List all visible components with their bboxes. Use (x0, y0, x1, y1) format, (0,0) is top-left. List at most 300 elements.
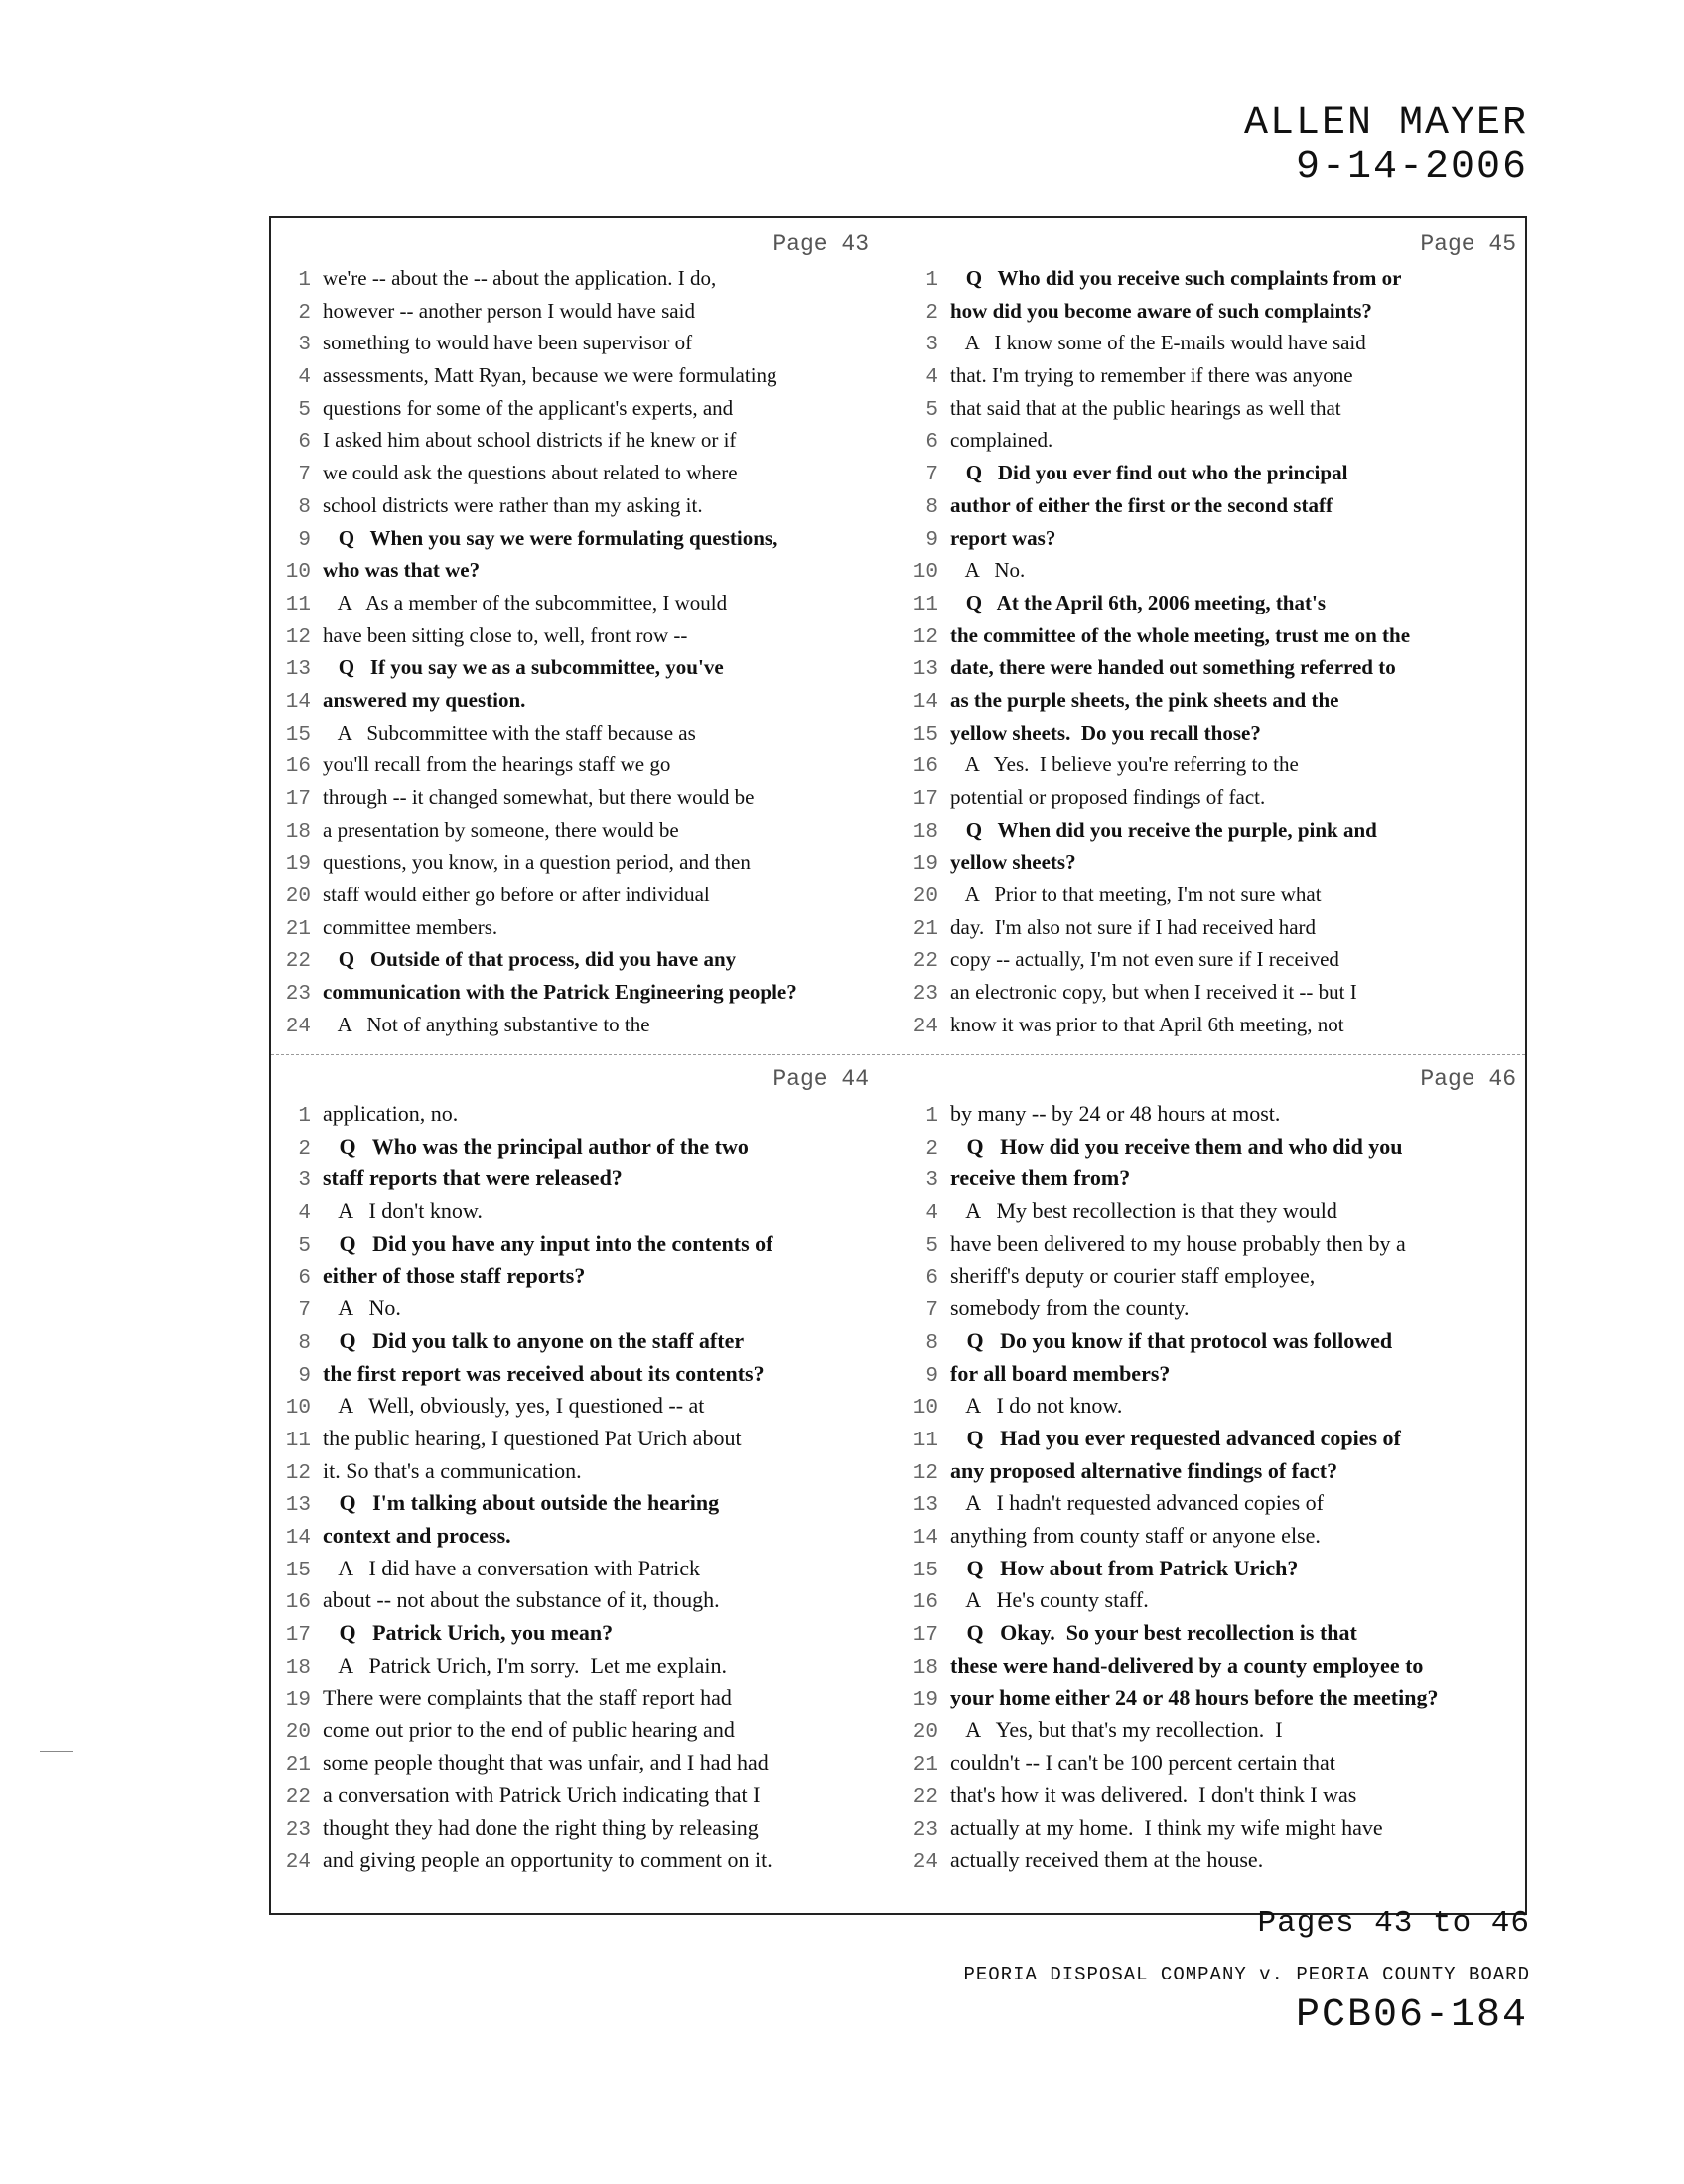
line-number: 16 (912, 1591, 938, 1615)
line-number: 4 (298, 366, 311, 390)
transcript-line (907, 396, 1522, 429)
line-number: 18 (285, 820, 311, 844)
line-number: 6 (298, 1267, 311, 1291)
line-number: 23 (285, 983, 311, 1007)
transcript-line (907, 1620, 1522, 1653)
transcript-line (279, 623, 895, 656)
transcript-line (907, 915, 1522, 948)
line-number: 17 (285, 788, 311, 811)
question-text: your home either 24 or 48 hours before the meeting? (950, 1685, 1439, 1710)
line-number: 2 (925, 1137, 938, 1160)
line-text: know it was prior to that April 6th meeting, not (950, 1012, 1344, 1036)
transcript-line (279, 721, 895, 753)
line-text: that's how it was delivered. I don't think I was (950, 1782, 1357, 1808)
line-text: about -- not about the substance of it, though. (323, 1587, 720, 1613)
line-number: 14 (912, 690, 938, 714)
transcript-line (907, 1523, 1522, 1556)
line-number: 24 (285, 1850, 311, 1874)
case-title: PEORIA DISPOSAL COMPANY v. PEORIA COUNTY BOARD (963, 1964, 1530, 1985)
line-text: committee members. (323, 914, 498, 939)
transcript-line (279, 980, 895, 1013)
line-number: 4 (925, 366, 938, 390)
line-text: A I know some of the E-mails would have said (950, 331, 1366, 355)
line-text: A I did have a conversation with Patrick (323, 1555, 701, 1580)
transcript-line (907, 1685, 1522, 1717)
question-text: Q How about from Patrick Urich? (950, 1555, 1299, 1580)
line-number: 22 (285, 950, 311, 974)
transcript-line (907, 1134, 1522, 1166)
line-number: 16 (285, 1591, 311, 1615)
line-text: come out prior to the end of public hearing and (323, 1717, 735, 1743)
transcript-line (907, 752, 1522, 785)
transcript-line (907, 299, 1522, 332)
line-number: 10 (285, 1397, 311, 1421)
line-number: 24 (912, 1015, 938, 1038)
line-text: copy -- actually, I'm not even sure if I received (950, 947, 1339, 972)
line-text: questions, you know, in a question period, and then (323, 850, 751, 875)
transcript-line (279, 785, 895, 818)
transcript-line (279, 1296, 895, 1328)
line-number: 18 (285, 1656, 311, 1680)
line-number: 17 (285, 1624, 311, 1647)
transcript-line (279, 1750, 895, 1783)
line-number: 3 (298, 334, 311, 357)
transcript-page-46 (907, 1061, 1522, 1880)
line-text: A As a member of the subcommittee, I would (323, 590, 728, 614)
margin-mark (40, 1751, 73, 1752)
line-number: 1 (298, 1105, 311, 1128)
transcript-line (279, 266, 895, 299)
line-text: somebody from the county. (950, 1296, 1190, 1321)
transcript-line (279, 1361, 895, 1394)
line-number: 22 (912, 1786, 938, 1810)
transcript-line (279, 1717, 895, 1750)
question-text: Q If you say we as a subcommittee, you've (323, 655, 724, 680)
transcript-line (907, 1653, 1522, 1686)
line-number: 3 (298, 1169, 311, 1193)
transcript-line (907, 526, 1522, 559)
page-divider (271, 1054, 1525, 1055)
line-text: A No. (323, 1296, 401, 1321)
page-lines (907, 266, 1522, 1045)
line-number: 5 (925, 1234, 938, 1258)
question-text: Q How did you receive them and who did you (950, 1133, 1403, 1159)
line-number: 15 (285, 723, 311, 747)
line-number: 13 (285, 1494, 311, 1518)
line-text: you'll recall from the hearings staff we go (323, 752, 671, 777)
transcript-line (279, 526, 895, 559)
transcript-page-43 (279, 226, 895, 1045)
line-text: actually received them at the house. (950, 1846, 1264, 1872)
line-number: 8 (925, 495, 938, 519)
line-number: 5 (298, 1234, 311, 1258)
transcript-line (907, 1458, 1522, 1491)
line-text: A Not of anything substantive to the (323, 1012, 650, 1036)
line-number: 12 (285, 1461, 311, 1485)
line-text: I asked him about school districts if he knew or if (323, 428, 737, 453)
line-text: an electronic copy, but when I received it -- but I (950, 980, 1357, 1005)
line-number: 24 (912, 1850, 938, 1874)
transcript-line (907, 1296, 1522, 1328)
transcript-line (907, 1328, 1522, 1361)
line-number: 21 (285, 917, 311, 941)
question-text: who was that we? (323, 558, 481, 583)
transcript-line (907, 655, 1522, 688)
line-number: 15 (285, 1559, 311, 1582)
line-number: 5 (298, 398, 311, 422)
line-text: have been delivered to my house probably then by a (950, 1230, 1406, 1256)
line-text: we're -- about the -- about the application. I do, (323, 266, 717, 290)
question-text: Q Okay. So your best recollection is that (950, 1620, 1357, 1645)
line-text: school districts were rather than my asking it. (323, 492, 703, 517)
line-number: 15 (912, 1559, 938, 1582)
question-text: date, there were handed out something referred to (950, 655, 1396, 680)
line-number: 16 (912, 755, 938, 779)
line-number: 14 (285, 690, 311, 714)
question-text: Q Outside of that process, did you have any (323, 947, 737, 972)
line-text: a conversation with Patrick Urich indicating that I (323, 1782, 761, 1808)
question-text: the committee of the whole meeting, trust me on the (950, 622, 1411, 647)
transcript-line (279, 1013, 895, 1045)
line-text: anything from county staff or anyone else. (950, 1522, 1321, 1548)
question-text: receive them from? (950, 1165, 1131, 1191)
question-text: Q At the April 6th, 2006 meeting, that's (950, 590, 1326, 614)
question-text: these were hand-delivered by a county employee to (950, 1652, 1424, 1678)
line-number: 10 (285, 561, 311, 585)
line-text: some people thought that was unfair, and I had had (323, 1749, 769, 1775)
transcript-line (279, 1620, 895, 1653)
transcript-line (279, 1198, 895, 1231)
line-number: 21 (912, 917, 938, 941)
line-text: we could ask the questions about related to where (323, 461, 738, 485)
line-number: 20 (912, 886, 938, 909)
line-text: something to would have been supervisor of (323, 331, 693, 355)
line-number: 20 (285, 1721, 311, 1745)
line-number: 21 (285, 1753, 311, 1777)
question-text: Q Did you have any input into the contents of (323, 1230, 773, 1256)
question-text: Q Did you ever find out who the principal (950, 461, 1348, 485)
line-text: thought they had done the right thing by releasing (323, 1815, 759, 1841)
transcript-page-44 (279, 1061, 895, 1880)
transcript-line (907, 363, 1522, 396)
line-text: A Patrick Urich, I'm sorry. Let me explain. (323, 1652, 727, 1678)
transcript-line (907, 1847, 1522, 1880)
transcript-line (279, 331, 895, 363)
line-number: 22 (912, 950, 938, 974)
line-text: A Subcommittee with the staff because as (323, 720, 696, 745)
line-text: potential or proposed findings of fact. (950, 785, 1266, 809)
deponent-name: ALLEN MAYER (1243, 101, 1528, 146)
line-number: 4 (925, 1202, 938, 1226)
transcript-line (279, 752, 895, 785)
line-number: 11 (285, 593, 311, 616)
line-number: 7 (298, 1299, 311, 1323)
page-lines (279, 1101, 895, 1880)
line-number: 16 (285, 755, 311, 779)
line-number: 7 (925, 1299, 938, 1323)
line-text: A Well, obviously, yes, I questioned -- at (323, 1393, 705, 1419)
question-text: Q When did you receive the purple, pink and (950, 817, 1377, 842)
transcript-line (279, 363, 895, 396)
line-text: by many -- by 24 or 48 hours at most. (950, 1101, 1281, 1126)
page-label: Page 44 (772, 1066, 869, 1092)
transcript-line (907, 1263, 1522, 1296)
transcript-line (279, 1847, 895, 1880)
line-text: There were complaints that the staff report had (323, 1685, 732, 1710)
question-text: answered my question. (323, 687, 526, 712)
line-number: 18 (912, 1656, 938, 1680)
line-text: and giving people an opportunity to comment on it. (323, 1846, 772, 1872)
question-text: context and process. (323, 1522, 511, 1548)
transcript-line (279, 1458, 895, 1491)
transcript-line (907, 1101, 1522, 1134)
transcript-line (279, 1556, 895, 1588)
transcript-line (279, 915, 895, 948)
line-text: it. So that's a communication. (323, 1457, 582, 1483)
line-number: 9 (298, 528, 311, 552)
line-number: 1 (925, 269, 938, 292)
question-text: Q Do you know if that protocol was followed (950, 1327, 1393, 1353)
transcript-line (907, 1750, 1522, 1783)
transcript-line (907, 688, 1522, 721)
transcript-line (279, 1587, 895, 1620)
transcript-line (279, 1426, 895, 1458)
question-text: the first report was received about its contents? (323, 1360, 765, 1386)
line-text: assessments, Matt Ryan, because we were formulating (323, 363, 777, 388)
line-number: 9 (925, 1364, 938, 1388)
pages-range: Pages 43 to 46 (1257, 1906, 1530, 1941)
line-number: 23 (912, 1819, 938, 1843)
transcript-line (279, 396, 895, 429)
line-number: 21 (912, 1753, 938, 1777)
line-number: 11 (285, 1429, 311, 1452)
transcript-line (279, 558, 895, 591)
line-text: a presentation by someone, there would be (323, 817, 679, 842)
line-number: 9 (925, 528, 938, 552)
transcript-line (907, 591, 1522, 623)
transcript-line (907, 558, 1522, 591)
question-text: report was? (950, 525, 1056, 550)
transcript-line (907, 850, 1522, 883)
line-number: 17 (912, 1624, 938, 1647)
line-text: that. I'm trying to remember if there was anyone (950, 363, 1353, 388)
transcript-line (279, 947, 895, 980)
transcript-line (907, 623, 1522, 656)
question-text: as the purple sheets, the pink sheets and the (950, 687, 1339, 712)
transcript-line (279, 1815, 895, 1847)
transcript-line (279, 1490, 895, 1523)
transcript-line (279, 655, 895, 688)
line-text: have been sitting close to, well, front row -- (323, 622, 688, 647)
transcript-line (279, 591, 895, 623)
line-number: 13 (912, 658, 938, 682)
transcript-line (279, 461, 895, 493)
line-number: 11 (912, 593, 938, 616)
line-number: 19 (285, 1689, 311, 1712)
line-text: staff would either go before or after individual (323, 883, 710, 907)
transcript-line (279, 818, 895, 851)
line-number: 7 (298, 464, 311, 487)
line-number: 17 (912, 788, 938, 811)
question-text: Q Patrick Urich, you mean? (323, 1620, 614, 1645)
transcript-line (907, 1587, 1522, 1620)
question-text: either of those staff reports? (323, 1263, 586, 1289)
line-number: 1 (925, 1105, 938, 1128)
line-number: 14 (912, 1526, 938, 1550)
transcript-line (907, 1556, 1522, 1588)
transcript-line (279, 1523, 895, 1556)
page-lines (907, 1101, 1522, 1880)
question-text: Q I'm talking about outside the hearing (323, 1490, 720, 1516)
transcript-line (279, 1165, 895, 1198)
line-number: 8 (298, 495, 311, 519)
line-text: A Yes, but that's my recollection. I (950, 1717, 1283, 1743)
line-text: A I hadn't requested advanced copies of (950, 1490, 1325, 1516)
line-number: 12 (912, 1461, 938, 1485)
transcript-line (907, 331, 1522, 363)
line-number: 6 (925, 431, 938, 455)
transcript-line (279, 1231, 895, 1264)
question-text: staff reports that were released? (323, 1165, 623, 1191)
question-text: yellow sheets? (950, 850, 1076, 875)
transcript-line (907, 1198, 1522, 1231)
line-number: 9 (298, 1364, 311, 1388)
line-number: 13 (285, 658, 311, 682)
deposition-date: 9-14-2006 (1295, 145, 1528, 190)
question-text: author of either the first or the second staff (950, 492, 1333, 517)
transcript-line (907, 428, 1522, 461)
question-text: Q Had you ever requested advanced copies of (950, 1425, 1401, 1450)
line-number: 10 (912, 561, 938, 585)
transcript-line (279, 883, 895, 915)
line-number: 7 (925, 464, 938, 487)
transcript-line (907, 883, 1522, 915)
question-text: for all board members? (950, 1360, 1171, 1386)
line-text: A Prior to that meeting, I'm not sure what (950, 883, 1322, 907)
line-number: 12 (912, 625, 938, 649)
line-number: 20 (912, 1721, 938, 1745)
transcript-line (907, 818, 1522, 851)
line-number: 23 (912, 983, 938, 1007)
page-label: Page 45 (1420, 231, 1516, 257)
line-number: 2 (298, 301, 311, 325)
line-number: 19 (912, 853, 938, 877)
line-number: 6 (925, 1267, 938, 1291)
line-text: A I do not know. (950, 1393, 1123, 1419)
transcript-line (279, 428, 895, 461)
transcript-page-45 (907, 226, 1522, 1045)
transcript-line (907, 1717, 1522, 1750)
line-number: 22 (285, 1786, 311, 1810)
line-text: the public hearing, I questioned Pat Urich about (323, 1425, 742, 1450)
transcript-line (279, 1328, 895, 1361)
line-text: however -- another person I would have said (323, 298, 695, 323)
transcript-line (279, 1393, 895, 1426)
line-number: 11 (912, 1429, 938, 1452)
transcript-line (907, 1815, 1522, 1847)
line-number: 10 (912, 1397, 938, 1421)
line-number: 19 (912, 1689, 938, 1712)
transcript-line (907, 1231, 1522, 1264)
question-text: Q Who was the principal author of the two (323, 1133, 749, 1159)
line-text: A I don't know. (323, 1198, 483, 1224)
transcript-line (279, 1263, 895, 1296)
transcript-line (907, 266, 1522, 299)
line-text: complained. (950, 428, 1053, 453)
line-number: 8 (925, 1331, 938, 1355)
line-text: day. I'm also not sure if I had received hard (950, 914, 1317, 939)
line-number: 5 (925, 398, 938, 422)
transcript-line (907, 493, 1522, 526)
line-text: through -- it changed somewhat, but there would be (323, 785, 755, 809)
question-text: how did you become aware of such complaints? (950, 298, 1372, 323)
line-number: 15 (912, 723, 938, 747)
page-label: Page 46 (1420, 1066, 1516, 1092)
page-lines (279, 266, 895, 1045)
transcript-line (907, 1782, 1522, 1815)
line-text: application, no. (323, 1101, 459, 1126)
line-number: 18 (912, 820, 938, 844)
transcript-line (279, 1653, 895, 1686)
line-text: questions for some of the applicant's experts, and (323, 395, 734, 420)
line-number: 6 (298, 431, 311, 455)
line-text: couldn't -- I can't be 100 percent certain that (950, 1749, 1335, 1775)
transcript-line (279, 1101, 895, 1134)
question-text: Q Did you talk to anyone on the staff after (323, 1327, 745, 1353)
transcript-line (279, 688, 895, 721)
transcript-line (279, 850, 895, 883)
line-number: 13 (912, 1494, 938, 1518)
line-text: A My best recollection is that they would (950, 1198, 1337, 1224)
line-text: A No. (950, 558, 1026, 583)
transcript-line (907, 1393, 1522, 1426)
question-text: Q Who did you receive such complaints from or (950, 266, 1402, 290)
question-text: any proposed alternative findings of fact? (950, 1457, 1338, 1483)
transcript-line (279, 1782, 895, 1815)
line-number: 8 (298, 1331, 311, 1355)
line-number: 1 (298, 269, 311, 292)
line-number: 24 (285, 1015, 311, 1038)
line-text: sheriff's deputy or courier staff employee, (950, 1263, 1316, 1289)
docket-number: PCB06-184 (1295, 1993, 1528, 2038)
line-number: 14 (285, 1526, 311, 1550)
line-number: 4 (298, 1202, 311, 1226)
line-number: 2 (298, 1137, 311, 1160)
line-number: 19 (285, 853, 311, 877)
question-text: Q When you say we were formulating questions, (323, 525, 778, 550)
line-number: 23 (285, 1819, 311, 1843)
transcript-line (907, 947, 1522, 980)
question-text: communication with the Patrick Engineering people? (323, 980, 797, 1005)
line-number: 3 (925, 1169, 938, 1193)
transcript-line (907, 1426, 1522, 1458)
line-number: 12 (285, 625, 311, 649)
line-number: 2 (925, 301, 938, 325)
transcript-line (907, 1013, 1522, 1045)
transcript-line (907, 1361, 1522, 1394)
question-text: yellow sheets. Do you recall those? (950, 720, 1261, 745)
page-label: Page 43 (772, 231, 869, 257)
transcript-line (279, 493, 895, 526)
transcript-line (907, 785, 1522, 818)
transcript-line (907, 1490, 1522, 1523)
transcript-line (279, 1134, 895, 1166)
line-text: A Yes. I believe you're referring to the (950, 752, 1299, 777)
transcript-line (279, 1685, 895, 1717)
line-text: that said that at the public hearings as well that (950, 395, 1341, 420)
transcript-line (907, 461, 1522, 493)
transcript-line (907, 1165, 1522, 1198)
